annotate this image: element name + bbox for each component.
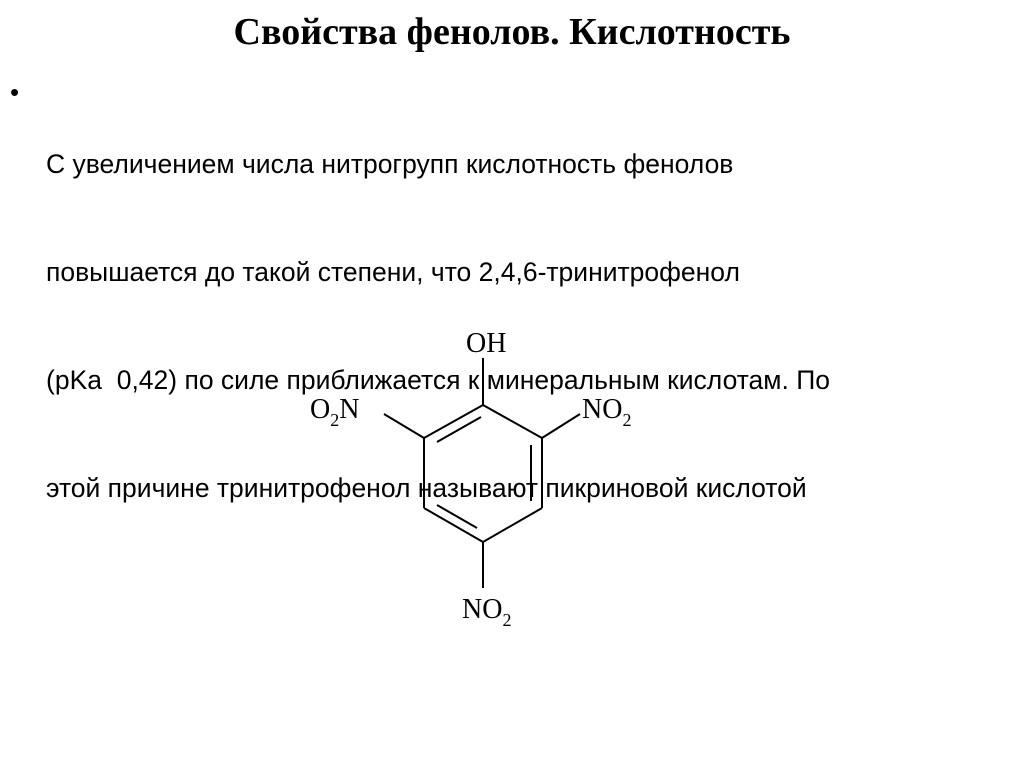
ring-double-bond-bottom	[437, 505, 477, 528]
bullet-line-4: этой причине тринитрофенол называют пикриновой кислотой	[46, 473, 807, 503]
ring-bond-bottom-right	[483, 508, 542, 542]
label-right-no2: NO2	[582, 394, 632, 430]
bullet-marker: •	[10, 77, 20, 107]
bond-left-no2	[384, 414, 424, 438]
picric-acid-structure	[300, 318, 680, 638]
slide-title: Свойства фенолов. Кислотность	[233, 11, 791, 53]
ring-bond-top-right	[483, 405, 542, 438]
ring-bond-bottom-left	[424, 508, 483, 542]
bullet-line-2: повышается до такой степени, что 2,4,6-тринитрофенол	[46, 257, 740, 287]
label-left-no2: O2N	[310, 394, 360, 430]
benzene-ring	[424, 405, 542, 542]
bond-right-no2	[542, 414, 580, 438]
label-bottom-no2: NO2	[462, 594, 512, 630]
ring-double-bond-top	[437, 417, 481, 442]
structure-diagram	[300, 318, 680, 638]
bullet-line-1: С увеличением числа нитрогрупп кислотность фенолов	[46, 149, 734, 179]
label-oh: OH	[466, 328, 507, 359]
bullet-line-3: (pKa 0,42) по силе приближается к минеральным кислотам. По	[46, 365, 831, 395]
